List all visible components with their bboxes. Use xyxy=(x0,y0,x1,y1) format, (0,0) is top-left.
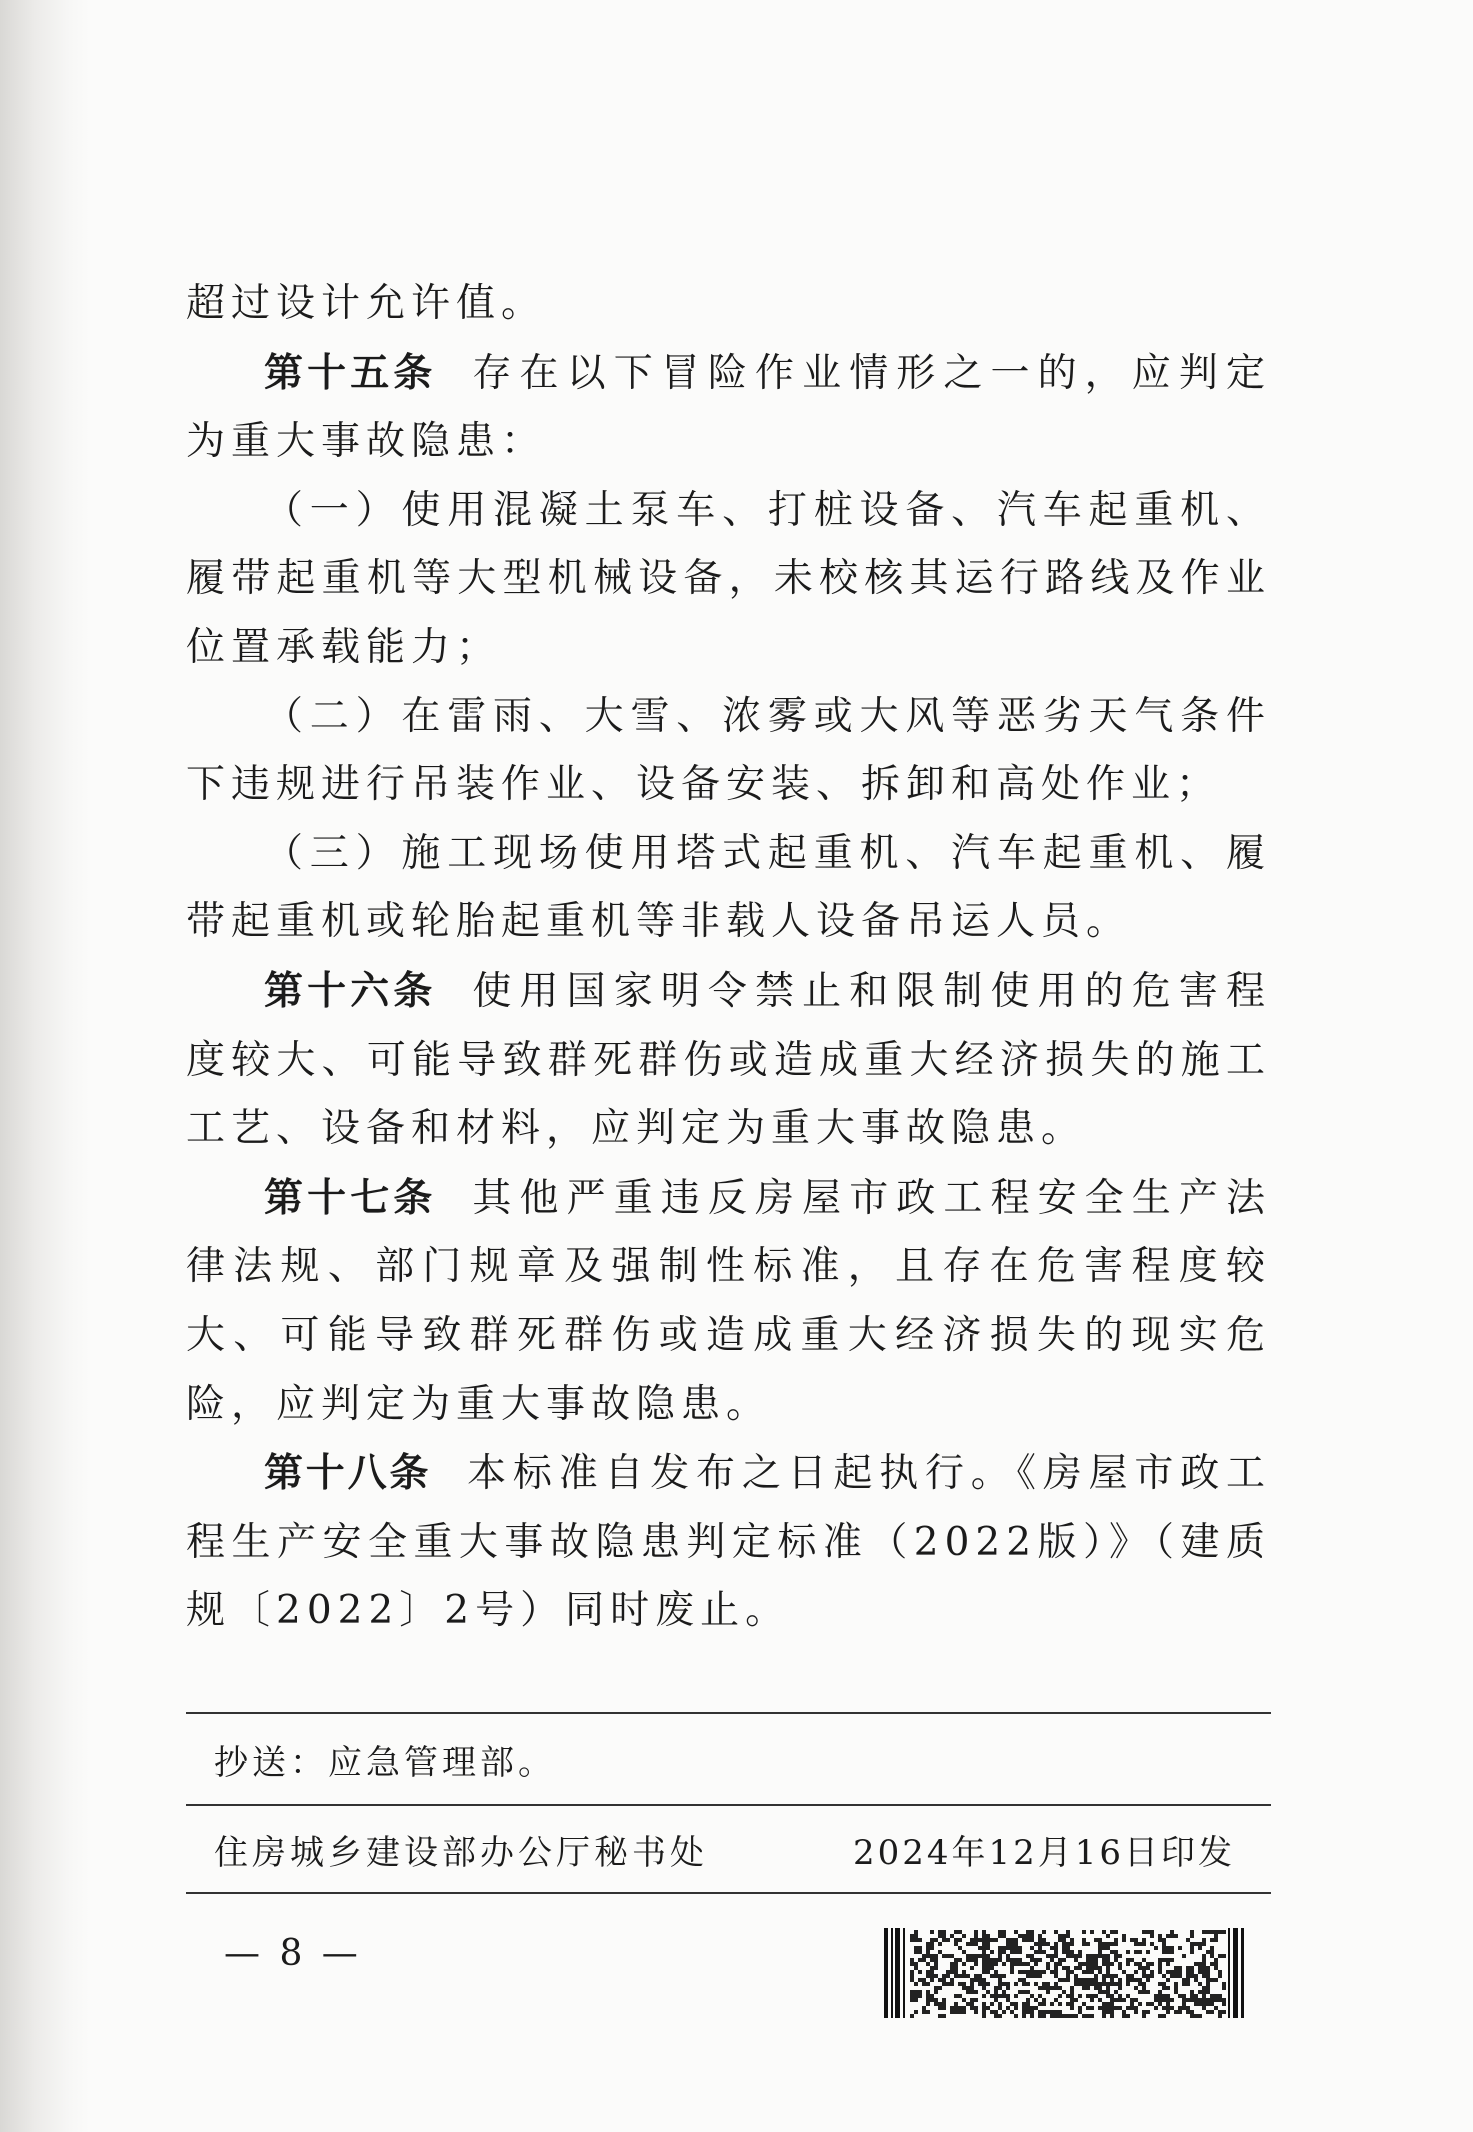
article-text: 使用国家明令禁止和限制使用的危害程度较大、可能导致群死群伤或造成重大经济损失的施工工艺、设备和材料，应判定为重大事故隐患。 xyxy=(186,968,1271,1152)
issue-date: 2024年12月16日印发 xyxy=(852,1833,1235,1873)
article-15-item-1: （一）使用混凝土泵车、打桩设备、汽车起重机、履带起重机等大型机械设备，未校核其运行路线及作业位置承载能力； xyxy=(186,487,1271,670)
article-15 xyxy=(186,339,1271,477)
article-text: 其他严重违反房屋市政工程安全生产法律法规、部门规章及强制性标准，且存在危害程度较大、可能导致群死群伤或造成重大经济损失的现实危险，应判定为重大事故隐患。 xyxy=(186,1175,1271,1427)
lead-continuation: 超过设计允许值。 xyxy=(186,281,547,326)
article-17 xyxy=(186,1164,1271,1439)
article-number: 第十五条 xyxy=(264,349,437,396)
footer-bottom-rule xyxy=(186,1892,1271,1894)
cc-recipients: 抄送：应急管理部。 xyxy=(214,1743,556,1783)
article-15-item-2: （二）在雷雨、大雪、浓雾或大风等恶劣天气条件下违规进行吊装作业、设备安装、拆卸和高处作业； xyxy=(186,693,1271,808)
footer-middle-rule xyxy=(186,1804,1271,1806)
article-15-item-3: （三）施工现场使用塔式起重机、汽车起重机、履带起重机或轮胎起重机等非载人设备吊运人员。 xyxy=(186,830,1271,945)
article-16 xyxy=(186,957,1271,1164)
barcode-image xyxy=(884,1928,1246,2018)
article-number: 第十八条 xyxy=(264,1450,432,1497)
footer-top-rule xyxy=(186,1712,1271,1714)
article-18 xyxy=(186,1439,1271,1646)
issuing-office: 住房城乡建设部办公厅秘书处 xyxy=(214,1833,708,1873)
article-text: 存在以下冒险作业情形之一的，应判定为重大事故隐患： xyxy=(186,350,1271,465)
article-text: 本标准自发布之日起执行。《房屋市政工程生产安全重大事故隐患判定标准（2022版）》（建质规〔2022〕2号）同时废止。 xyxy=(186,1451,1271,1634)
article-number: 第十七条 xyxy=(264,1174,437,1221)
article-number: 第十六条 xyxy=(264,967,437,1014)
page-number: — 8 — xyxy=(224,1933,362,1974)
document-body xyxy=(186,270,1271,1646)
scan-edge-shadow xyxy=(0,0,90,2132)
